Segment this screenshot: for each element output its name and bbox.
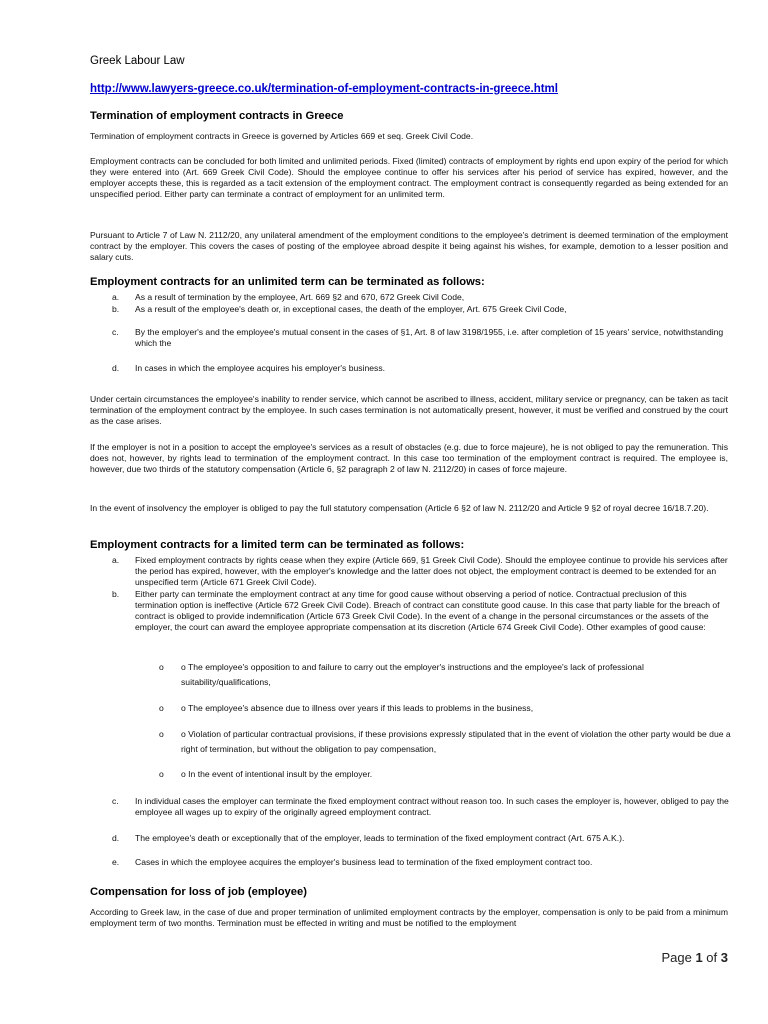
list-marker: a. — [112, 555, 120, 565]
list-item-text: By the employer's and the employee's mutual consent in the cases of §1, Art. 8 of law 3198/1955, i.e. after completion of 15 years' service, notwithstanding which the — [135, 327, 724, 348]
list-item-text: In cases in which the employee acquires his employer's business. — [135, 363, 386, 373]
section-heading-compensation: Compensation for loss of job (employee) — [90, 886, 307, 898]
list-marker: c. — [112, 796, 119, 806]
sub-list-item-text: o The employee's opposition to and failure to carry out the employer's instructions and the employee's lack of professional suitability/qualifications, — [181, 662, 644, 687]
sub-list-item-text: o Violation of particular contractual provisions, if these provisions expressly stipulated that in the event of violation the other party would be due a right of termination, but without the obligation to pay compensation, — [181, 729, 731, 754]
document-title: Greek Labour Law — [90, 55, 185, 67]
paragraph: Termination of employment contracts in Greece is governed by Articles 669 et seq. Greek Civil Code. — [90, 131, 474, 141]
sub-list-marker: o — [159, 662, 164, 672]
paragraph: Pursuant to Article 7 of Law N. 2112/20, any unilateral amendment of the employment conditions to the employee's detriment is deemed termination of the employment contract by the employer. This covers the cases of posting of the employee abroad despite it being against his wishes, for example, demotion to a lesser position and salary cuts. — [90, 230, 728, 262]
list-item-text: As a result of the employee's death or, in exceptional cases, the death of the employer, Art. 675 Greek Civil Code, — [135, 304, 567, 314]
list-marker: a. — [112, 292, 120, 302]
page-number — [661, 950, 728, 965]
paragraph: According to Greek law, in the case of due and proper termination of unlimited employment contracts by the employer, compensation is only to be paid from a minimum employment term of two months. Termination must be effected in writing and must be notified to the employment — [90, 907, 728, 928]
section-heading-limited-term: Employment contracts for a limited term can be terminated as follows: — [90, 539, 465, 551]
list-item-text: Cases in which the employee acquires the employer's business lead to termination of the fixed employment contract too. — [135, 857, 593, 867]
page-total: 3 — [720, 950, 728, 965]
paragraph: If the employer is not in a position to accept the employee's services as a result of obstacles (e.g. due to force majeure), he is not obliged to pay the remuneration. This does not, however, by rights lead to termination of the employment contract. In this case too termination of the employment contract is required. The employee is, however, due two thirds of the statutory compensation (Article 6, §2 paragraph 2 of law N. 2112/20) in cases of force majeure. — [90, 442, 728, 474]
list-marker: b. — [112, 589, 120, 599]
sub-list-marker: o — [159, 729, 164, 739]
source-link[interactable]: http://www.lawyers-greece.co.uk/termination-of-employment-contracts-in-greece.html — [90, 83, 558, 95]
list-item-text: As a result of termination by the employee, Art. 669 §2 and 670, 672 Greek Civil Code, — [135, 292, 465, 302]
list-item-text: Either party can terminate the employment contract at any time for good cause without observing a period of notice. Contractual preclusion of this termination option is ineffective (Article 672 Greek Civil Code). Breach of contract can constitute good cause. In this case that party liable for the breach of contract is obliged to provide indemnification (Article 673 Greek Civil Code). In the event of a change in the personal circumstances or the assets of the employer, the court can award the employee appropriate compensation at its discretion (Article 674 Greek Civil Code). Other examples of good cause: — [135, 589, 720, 632]
sub-list-marker: o — [159, 769, 164, 779]
paragraph: Under certain circumstances the employee's inability to render service, which cannot be ascribed to illness, accident, military service or pregnancy, can be taken as tacit termination of the employment contract by the employee. In such cases termination is not automatically present, however, it must be verified and construed by the court as the case arises. — [90, 394, 728, 426]
list-marker: d. — [112, 363, 120, 373]
list-marker: b. — [112, 304, 120, 314]
sub-list-marker: o — [159, 703, 164, 713]
list-item-text: In individual cases the employer can terminate the fixed employment contract without reason too. In such cases the employer is, however, obliged to pay the employee all wages up to expiry of the originally agreed employment contract. — [135, 796, 729, 817]
list-marker: e. — [112, 857, 120, 867]
of-label: of — [706, 950, 718, 965]
page-label: Page — [661, 950, 692, 965]
sub-list-item-text: o In the event of intentional insult by the employer. — [181, 769, 373, 779]
section-heading-termination: Termination of employment contracts in Greece — [90, 110, 344, 122]
sub-list-item-text: o The employee's absence due to illness over years if this leads to problems in the business, — [181, 703, 534, 713]
list-marker: c. — [112, 327, 119, 337]
paragraph: Employment contracts can be concluded for both limited and unlimited periods. Fixed (limited) contracts of employment by rights end upon expiry of the period for which they were entered into (Art. 669 Greek Civil Code). Should the employee continue to offer his services after his period of service has expired, however, and the employer accepts these, this is regarded as a tacit extension of the employment contract. The employment contract is consequently regarded as being extended for an unspecified period. Either party can terminate a contract of employment for an unlimited term. — [90, 156, 728, 199]
page-current: 1 — [695, 950, 703, 965]
paragraph: In the event of insolvency the employer is obliged to pay the full statutory compensation (Article 6 §2 of law N. 2112/20 and Article 9 §2 of royal decree 16/18.7.20). — [90, 503, 709, 513]
section-heading-unlimited-term: Employment contracts for an unlimited term can be terminated as follows: — [90, 276, 485, 288]
list-marker: d. — [112, 833, 120, 843]
list-item-text: The employee's death or exceptionally that of the employer, leads to termination of the fixed employment contract (Art. 675 A.K.). — [135, 833, 625, 843]
list-item-text: Fixed employment contracts by rights cease when they expire (Article 669, §1 Greek Civil Code). Should the employee continue to provide his services after the period has expired, however, with the employer's knowledge and the latter does not object, the employment contract is deemed to be extended for an unspecified term (Article 671 Greek Civil Code). — [135, 555, 728, 587]
